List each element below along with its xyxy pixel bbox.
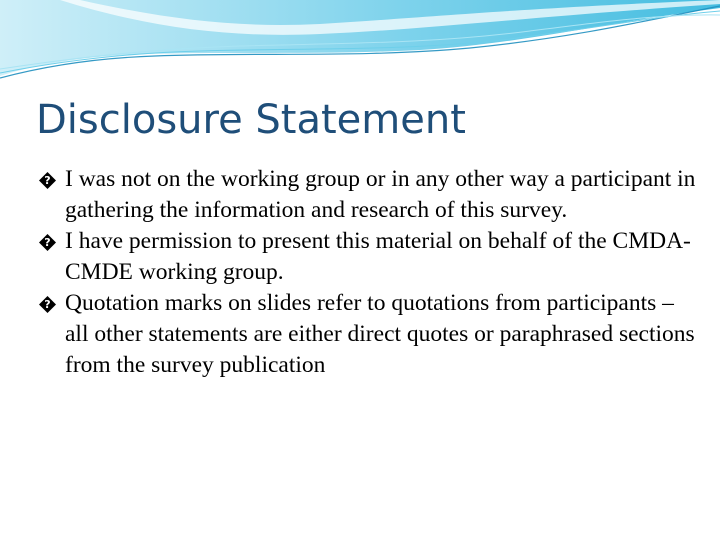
bullet-marker-text: ?	[44, 236, 51, 250]
decorative-wave-header	[0, 0, 720, 100]
bullet-marker-text: ?	[44, 298, 51, 312]
bullet-text: I have permission to present this material on behalf of the CMDA-CMDE working group.	[65, 228, 691, 285]
bullet-marker-text: ?	[44, 174, 51, 188]
missing-glyph-bullet-icon	[38, 295, 57, 314]
bullet-item	[38, 288, 698, 381]
bullet-text: I was not on the working group or in any other way a participant in gathering the information and research of this survey.	[65, 166, 696, 223]
bullet-item	[38, 164, 698, 226]
missing-glyph-bullet-icon	[38, 233, 57, 252]
bullet-text: Quotation marks on slides refer to quotations from participants – all other statements are either direct quotes or paraphrased sections from the survey publication	[65, 290, 695, 378]
slide-title: Disclosure Statement	[36, 97, 466, 143]
bullet-list	[38, 164, 698, 381]
missing-glyph-bullet-icon	[38, 171, 57, 190]
bullet-item	[38, 226, 698, 288]
